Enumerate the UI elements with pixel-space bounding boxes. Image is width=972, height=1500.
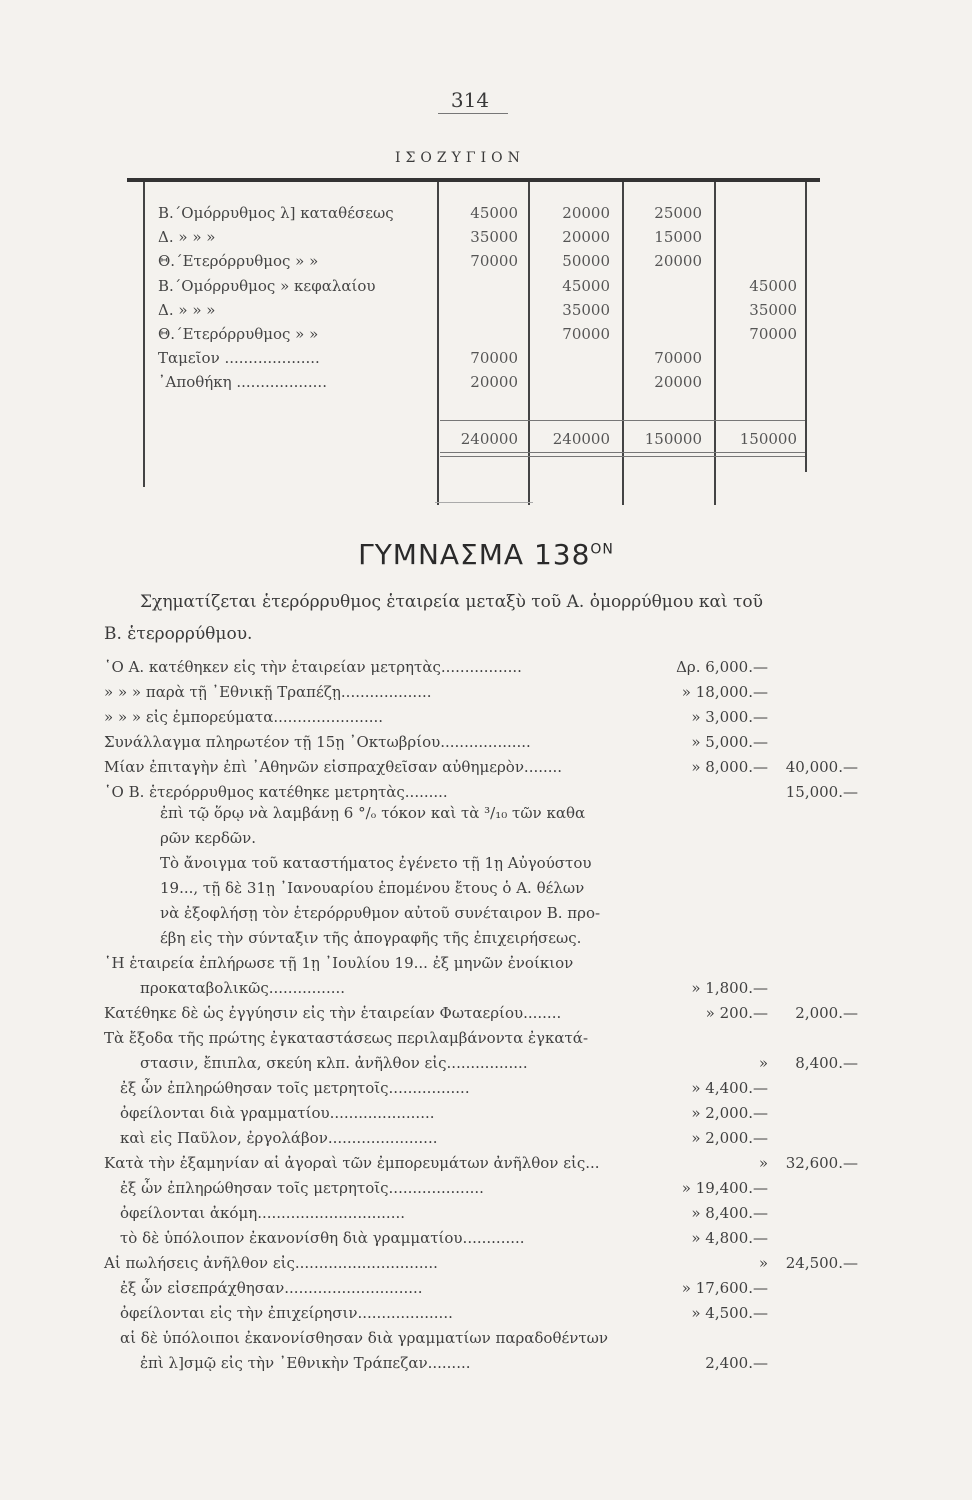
text-line: ἐπὶ λ]σμῷ εἰς τὴν ᾿Εθνικὴν Τράπεζαν.........	[140, 1354, 471, 1372]
amount-column-1: »	[758, 1154, 768, 1172]
text-line: αἱ δὲ ὑπόλοιποι ἐκανονίσθησαν διὰ γραμματίων παραδοθέντων	[120, 1329, 609, 1347]
amount-column-2: 15,000.—	[785, 783, 858, 801]
ledger-col-divider	[437, 182, 439, 505]
text-line: ὀφείλονται εἰς τὴν ἐπιχείρησιν....................	[120, 1304, 453, 1322]
amount-column-1: » 8,000.—	[691, 758, 768, 776]
ledger-cell: 20000	[654, 373, 702, 392]
ledger-row-label: ᾿Αποθήκη ...................	[158, 373, 327, 392]
text-line: έβη εἰς τὴν σύνταξιν τῆς ἀπογραφῆς τῆς ἐπιχειρήσεως.	[160, 929, 582, 947]
text-line: Αἱ πωλήσεις ἀνῆλθον εἰς..............................	[104, 1254, 438, 1272]
ledger-cell: 20000	[562, 228, 610, 247]
intro-line: Σχηματίζεται ἑτερόρρυθμος ἑταιρεία μεταξὺ τοῦ Α. ὁμορρύθμου καὶ τοῦ	[140, 592, 763, 612]
intro-line: Β. ἑτερορρύθμου.	[104, 624, 253, 644]
amount-column-1: » 19,400.—	[681, 1179, 768, 1197]
amount-column-2: 24,500.—	[785, 1254, 858, 1272]
amount-column-1: » 17,600.—	[681, 1279, 768, 1297]
text-line: ῾Ο Α. κατέθηκεν εἰς τὴν ἑταιρείαν μετρητὰς.................	[104, 658, 522, 676]
ledger-cell: 70000	[470, 349, 518, 368]
text-line: στασιν, ἔπιπλα, σκεύη κλπ. ἀνῆλθον εἰς.................	[140, 1054, 528, 1072]
ledger-total: 240000	[552, 430, 610, 448]
ledger-cell: 35000	[470, 228, 518, 247]
text-line: ὀφείλονται διὰ γραμματίου......................	[120, 1104, 435, 1122]
totals-rule	[440, 452, 805, 453]
ledger-cell: 20000	[470, 373, 518, 392]
amount-column-1: 2,400.—	[705, 1354, 768, 1372]
amount-column-2: 32,600.—	[785, 1154, 858, 1172]
amount-column-2: 8,400.—	[795, 1054, 858, 1072]
text-line: Τὸ ἄνοιγμα τοῦ καταστήματος ἐγένετο τῇ 1ῃ Αὐγούστου	[160, 854, 592, 872]
ledger-total: 150000	[739, 430, 797, 448]
amount-column-1: » 2,000.—	[691, 1104, 768, 1122]
text-line: ἐξ ὧν ἐπληρώθησαν τοῖς μετρητοῖς....................	[120, 1179, 484, 1197]
totals-rule	[440, 420, 805, 421]
ledger-right-border	[805, 182, 807, 472]
ledger-cell: 35000	[562, 300, 610, 319]
totals-rule	[440, 456, 805, 457]
ledger-row-label: Ταμεῖον ....................	[158, 349, 320, 368]
ledger-row-label: Θ.΄Ετερόρρυθμος » »	[158, 252, 319, 271]
running-header: ΙΣΟΖΥΓΙΟΝ	[395, 150, 525, 166]
ledger-cell: 45000	[470, 204, 518, 222]
section-separator	[435, 502, 533, 503]
ledger-row-label: Δ. » » »	[158, 300, 216, 319]
amount-column-1: » 4,500.—	[691, 1304, 768, 1322]
text-line: » » » εἰς ἐμπορεύματα.......................	[104, 708, 384, 726]
page-number: 314	[450, 88, 490, 112]
text-line: τὸ δὲ ὑπόλοιπον ἐκανονίσθη διὰ γραμματίου.............	[120, 1229, 525, 1247]
ledger-row-label: Β.΄Ομόρρυθμος » κεφαλαίου	[158, 276, 376, 295]
ledger-total: 240000	[460, 430, 518, 448]
ledger-cell: 20000	[654, 252, 702, 271]
text-line: ῾Η ἑταιρεία ἐπλήρωσε τῇ 1ῃ ᾿Ιουλίου 19... ἐξ μηνῶν ἐνοίκιον	[104, 954, 574, 972]
text-line: προκαταβολικῶς................	[140, 979, 346, 997]
text-line: Κατὰ τὴν ἐξαμηνίαν αἱ ἀγοραὶ τῶν ἐμπορευμάτων ἀνῆλθον εἰς...	[104, 1154, 600, 1172]
ledger-cell: 45000	[562, 276, 610, 295]
text-line: ῾Ο Β. ἑτερόρρυθμος κατέθηκε μετρητὰς.........	[104, 783, 448, 801]
amount-column-1: »	[758, 1054, 768, 1072]
ledger-total: 150000	[644, 430, 702, 448]
amount-column-1: » 3,000.—	[691, 708, 768, 726]
text-line: Κατέθηκε δὲ ὡς ἐγγύησιν εἰς τὴν ἑταιρείαν Φωταερίου........	[104, 1004, 562, 1022]
amount-column-2: 40,000.—	[785, 758, 858, 776]
ledger-cell: 70000	[562, 325, 610, 343]
ledger-row-label: Β.΄Ομόρρυθμος λ] καταθέσεως	[158, 204, 394, 222]
text-line: Μίαν ἐπιταγὴν ἐπὶ ᾿Αθηνῶν εἰσπραχθεῖσαν αὐθημερὸν........	[104, 758, 563, 776]
ledger-cell: 70000	[654, 349, 702, 368]
text-line: ἐξ ὧν εἰσεπράχθησαν.............................	[120, 1279, 423, 1297]
amount-column-1: » 5,000.—	[691, 733, 768, 751]
ledger-left-border	[143, 182, 145, 487]
exercise-title-superscript: ΟΝ	[590, 541, 614, 558]
amount-column-1: »	[758, 1254, 768, 1272]
text-line: ἐξ ὧν ἐπληρώθησαν τοῖς μετρητοῖς.................	[120, 1079, 470, 1097]
ledger-cell: 25000	[654, 204, 702, 222]
amount-column-1: » 1,800.—	[691, 979, 768, 997]
text-line: Τὰ ἔξοδα τῆς πρώτης ἐγκαταστάσεως περιλαμβάνοντα ἐγκατά-	[104, 1029, 589, 1047]
amount-column-1: » 18,000.—	[681, 683, 768, 701]
amount-column-1: » 4,800.—	[691, 1229, 768, 1247]
ledger-cell: 50000	[562, 252, 610, 271]
ledger-cell: 20000	[562, 204, 610, 222]
ledger-cell: 35000	[749, 300, 797, 319]
text-line: ἐπὶ τῷ ὅρῳ νὰ λαμβάνῃ 6 °/ₒ τόκον καὶ τὰ ³/₁₀ τῶν καθα	[160, 804, 586, 822]
ledger-row-label: Δ. » » »	[158, 228, 216, 247]
ledger-row-label: Θ.΄Ετερόρρυθμος » »	[158, 325, 319, 343]
ledger-cell: 45000	[749, 276, 797, 295]
amount-column-1: » 2,000.—	[691, 1129, 768, 1147]
amount-column-2: 2,000.—	[795, 1004, 858, 1022]
ledger-top-rule	[127, 178, 820, 182]
text-line: 19..., τῇ δὲ 31ῃ ᾿Ιανουαρίου ἑπομένου ἔτους ὁ Α. θέλων	[160, 879, 585, 897]
ledger-cell: 15000	[654, 228, 702, 247]
ledger-cell: 70000	[749, 325, 797, 343]
text-line: » » » παρὰ τῇ ᾿Εθνικῇ Τραπέζῃ...................	[104, 683, 432, 701]
amount-column-1: » 8,400.—	[691, 1204, 768, 1222]
exercise-title	[0, 538, 972, 571]
text-line: νὰ ἐξοφλήσῃ τὸν ἑτερόρρυθμον αὐτοῦ συνέταιρον Β. προ-	[160, 904, 601, 922]
text-line: καὶ εἰς Παῦλον, ἐργολάβον.......................	[120, 1129, 438, 1147]
text-line: Συνάλλαγμα πληρωτέον τῇ 15ῃ ᾿Οκτωβρίου...................	[104, 733, 531, 751]
page-number-rule	[438, 113, 508, 114]
amount-column-1: » 200.—	[705, 1004, 768, 1022]
ledger-cell: 70000	[470, 252, 518, 271]
text-line: ὀφείλονται ἀκόμη...............................	[120, 1204, 405, 1222]
amount-column-1: Δρ. 6,000.—	[676, 658, 768, 676]
text-line: ρῶν κερδῶν.	[160, 829, 257, 847]
amount-column-1: » 4,400.—	[691, 1079, 768, 1097]
exercise-title-text: ΓΥΜΝΑΣΜΑ 138	[358, 538, 591, 571]
